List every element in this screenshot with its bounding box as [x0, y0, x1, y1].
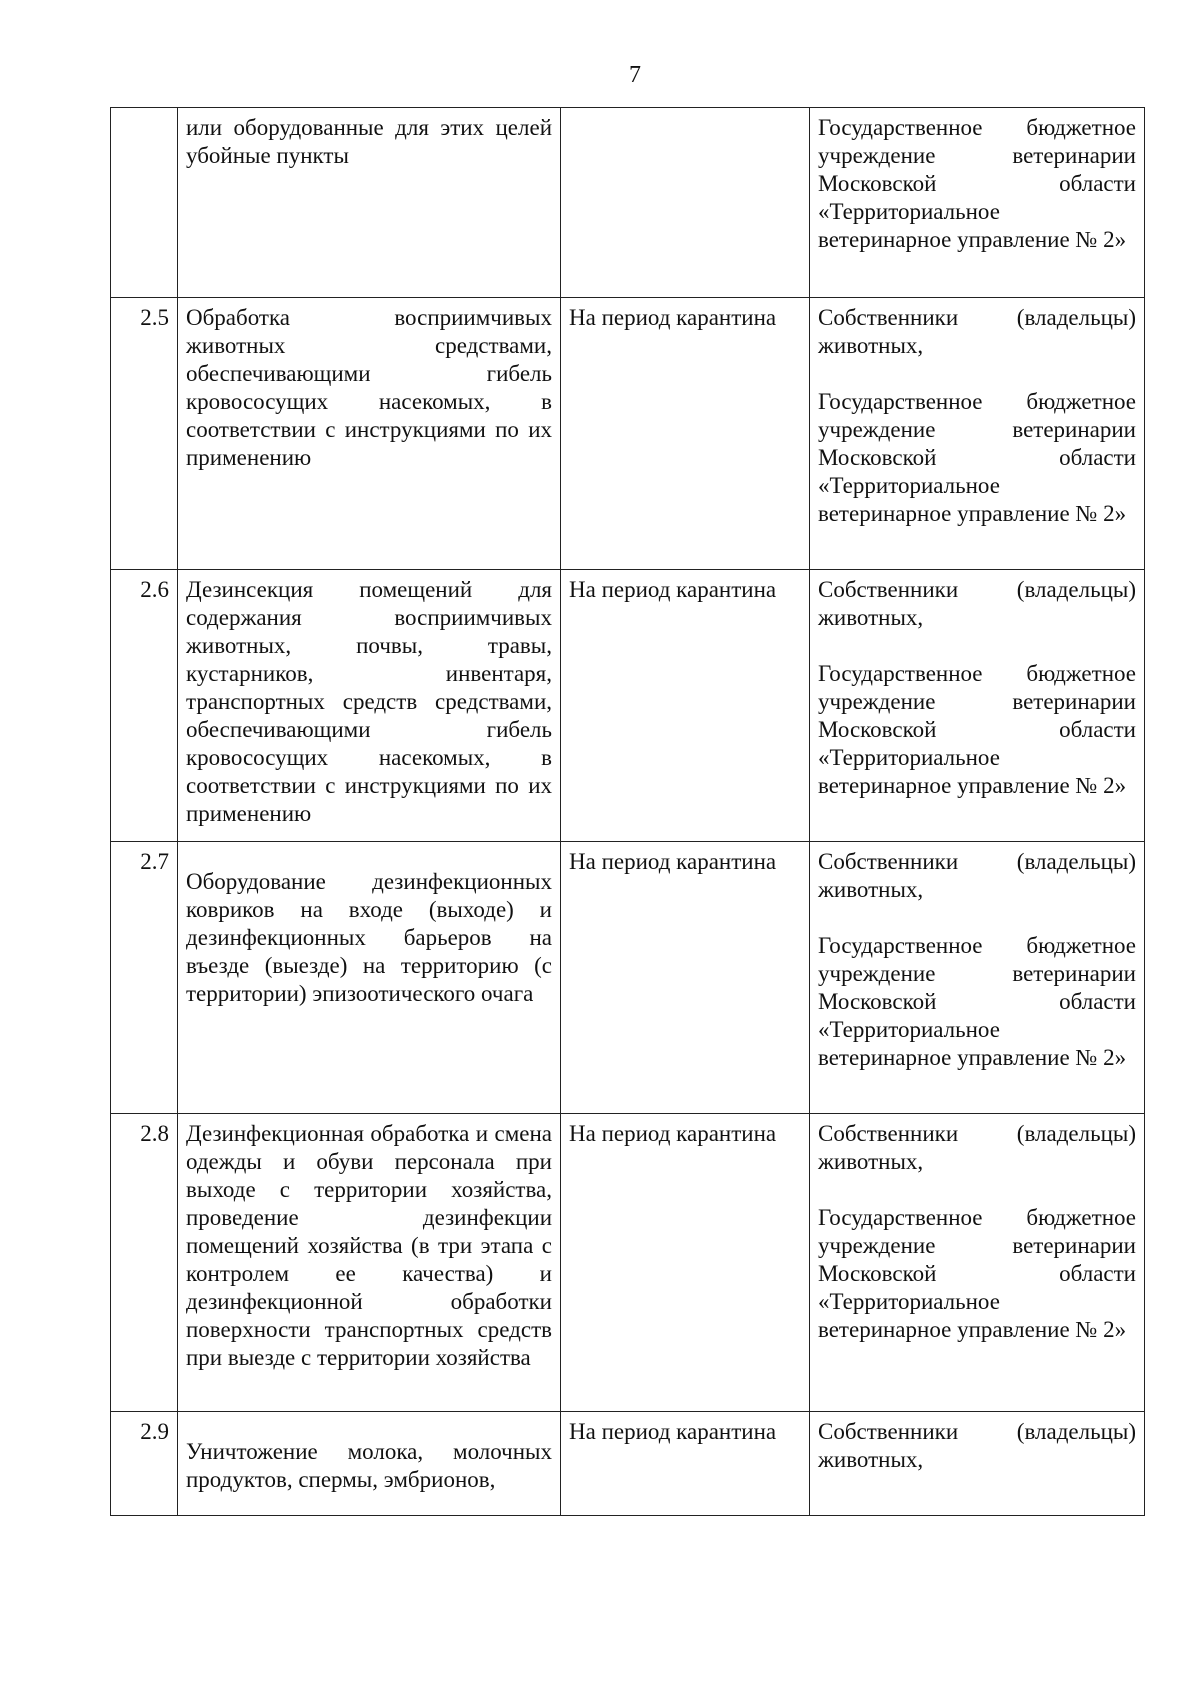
row-number: 2.8 — [111, 1114, 178, 1412]
measure-description — [178, 842, 561, 1114]
responsible-cell — [810, 298, 1145, 570]
owners-text: Собственники (владельцы) животных, — [818, 1419, 1136, 1472]
period-cell: На период карантина — [561, 842, 810, 1114]
row-number — [111, 108, 178, 298]
period-cell: На период карантина — [561, 1114, 810, 1412]
page-number: 7 — [629, 62, 641, 88]
row-number: 2.9 — [111, 1412, 178, 1516]
paragraph-gap — [186, 848, 552, 868]
period-cell: На период карантина — [561, 298, 810, 570]
agency-text: Государственное бюджетное учреждение ветеринарии Московской области «Территориальное ветеринарное управление № 2» — [818, 933, 1136, 1070]
row-number: 2.5 — [111, 298, 178, 570]
responsible-cell — [810, 108, 1145, 298]
responsible-cell — [810, 842, 1145, 1114]
period-cell: На период карантина — [561, 570, 810, 842]
owners-text: Собственники (владельцы) животных, — [818, 849, 1136, 902]
row-number: 2.6 — [111, 570, 178, 842]
measure-description — [178, 1412, 561, 1516]
responsible-cell — [810, 570, 1145, 842]
description-text: Дезинфекционная обработка и смена одежды и обуви персонала при выходе с территории хозяйства, проведение дезинфекции помещений хозяйства (в три этапа с контролем ее качества) и дезинфекционной обработки поверхности транспортных средств при выезде с территории хозяйства — [186, 1121, 552, 1370]
measure-description — [178, 108, 561, 298]
agency-text: Государственное бюджетное учреждение ветеринарии Московской области «Территориальное ветеринарное управление № 2» — [818, 1205, 1136, 1342]
measure-description — [178, 1114, 561, 1412]
responsible-cell — [810, 1412, 1145, 1516]
agency-text: Государственное бюджетное учреждение ветеринарии Московской области «Территориальное ветеринарное управление № 2» — [818, 661, 1136, 798]
measures-table — [110, 107, 1145, 1516]
description-text: Оборудование дезинфекционных ковриков на входе (выходе) и дезинфекционных барьеров на въезде (выезде) на территорию (с территории) эпизоотического очага — [186, 869, 552, 1006]
period-cell — [561, 108, 810, 298]
description-text: или оборудованные для этих целей убойные пункты — [186, 115, 552, 168]
table-row — [111, 842, 1145, 1114]
owners-text: Собственники (владельцы) животных, — [818, 577, 1136, 630]
paragraph-gap — [186, 1418, 552, 1438]
description-text: Уничтожение молока, молочных продуктов, спермы, эмбрионов, — [186, 1439, 552, 1492]
row-number: 2.7 — [111, 842, 178, 1114]
owners-text: Собственники (владельцы) животных, — [818, 305, 1136, 358]
table-row — [111, 108, 1145, 298]
agency-text: Государственное бюджетное учреждение ветеринарии Московской области «Территориальное ветеринарное управление № 2» — [818, 389, 1136, 526]
paragraph-gap — [818, 1176, 1136, 1204]
paragraph-gap — [818, 360, 1136, 388]
paragraph-gap — [818, 904, 1136, 932]
measure-description — [178, 570, 561, 842]
description-text: Обработка восприимчивых животных средствами, обеспечивающими гибель кровососущих насекомых, в соответствии с инструкциями по их применению — [186, 305, 552, 470]
description-text: Дезинсекция помещений для содержания восприимчивых животных, почвы, травы, кустарников, инвентаря, транспортных средств средствами, обеспечивающими гибель кровососущих насекомых, в соответствии с инструкциями по их применению — [186, 577, 552, 826]
table-row — [111, 1114, 1145, 1412]
table-row — [111, 298, 1145, 570]
table-row — [111, 1412, 1145, 1516]
responsible-cell — [810, 1114, 1145, 1412]
period-cell: На период карантина — [561, 1412, 810, 1516]
agency-text: Государственное бюджетное учреждение ветеринарии Московской области «Территориальное ветеринарное управление № 2» — [818, 115, 1136, 252]
paragraph-gap — [818, 632, 1136, 660]
owners-text: Собственники (владельцы) животных, — [818, 1121, 1136, 1174]
measure-description — [178, 298, 561, 570]
table-row — [111, 570, 1145, 842]
